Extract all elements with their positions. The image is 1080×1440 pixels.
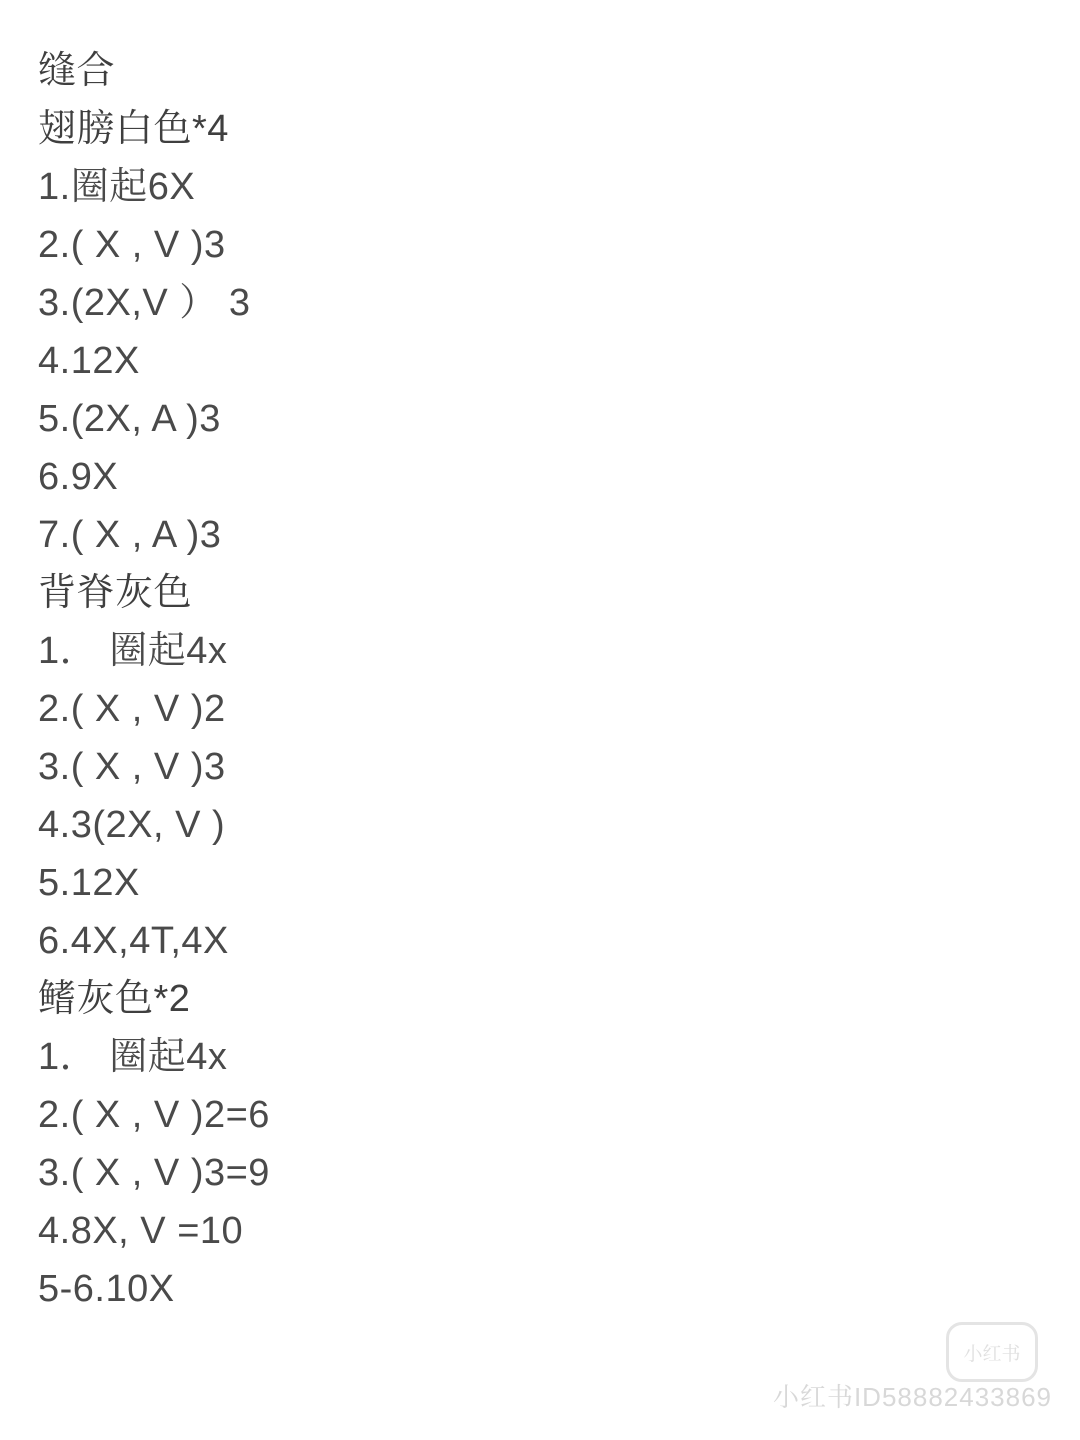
text-line: 5-6.10X [38,1268,175,1310]
text-line: 1． 圈起4x [38,630,228,672]
text-line: 背脊灰色 [38,572,193,614]
text-line: 4.3(2X, V ) [38,804,226,846]
text-line: 6.4X,4T,4X [38,920,229,962]
text-line: 3.( X , V )3 [38,746,226,788]
text-line: 翅膀白色*4 [38,108,229,150]
text-line: 3.(2X,V ） 3 [38,282,251,324]
text-line: 5.(2X, A )3 [38,398,221,440]
text-line: 2.( X , V )2 [38,688,226,730]
text-line: 1． 圈起4x [38,1036,228,1078]
text-line: 1.圈起6X [38,166,196,208]
text-line: 6.9X [38,456,119,498]
text-line: 4.8X, V =10 [38,1210,244,1252]
watermark-logo-icon [946,1322,1038,1382]
watermark-logo-label: 小红书 [963,1343,1021,1365]
text-line: 7.( X , A )3 [38,514,222,556]
text-line: 2.( X , V )2=6 [38,1094,270,1136]
watermark-text: 小红书ID58882433869 [772,1382,1052,1412]
text-line: 缝合 [38,50,116,92]
text-line: 3.( X , V )3=9 [38,1152,270,1194]
text-line: 4.12X [38,340,140,382]
text-line: 5.12X [38,862,140,904]
text-line: 鳍灰色*2 [38,978,191,1020]
pattern-text-block [38,42,1038,1318]
text-line: 2.( X , V )3 [38,224,226,266]
